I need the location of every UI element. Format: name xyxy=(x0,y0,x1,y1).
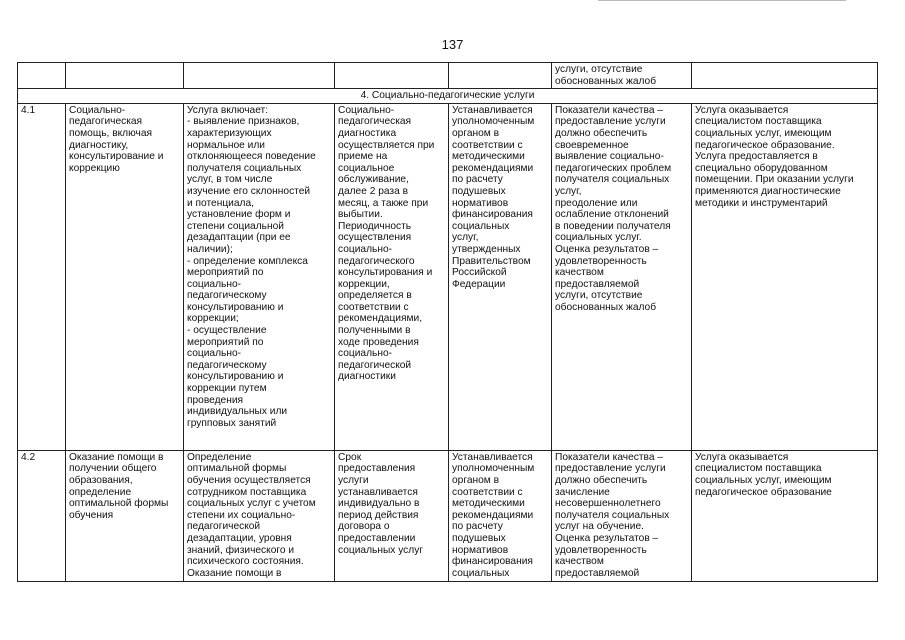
cell-empty xyxy=(18,63,66,89)
service-conditions: Услуга оказывается специалистом поставщика социальных услуг, имеющим педагогическое образование. Услуга предоставляется в специально оборудованном помещении. При оказании услуги применяются диагностические методики и инструментарий xyxy=(692,103,878,450)
service-conditions: Услуга оказывается специалистом поставщика социальных услуг, имеющим педагогическое образование xyxy=(692,450,878,581)
row-number: 4.1 xyxy=(18,103,66,450)
row-number: 4.2 xyxy=(18,450,66,581)
service-quality: Показатели качества – предоставление услуги должно обеспечить своевременное выявление социально- педагогических проблем получателя социальных услуг, преодоление или ослабление отклонений в поведении получателя социальных услуг. Оценка результатов – удовлетворенность качеством предоставляемой услуги, отсутствие обоснованных жалоб xyxy=(552,103,692,450)
service-norms: Устанавливается уполномоченным органом в соответствии с методическими рекомендациями по расчету подушевых нормативов финансирования социальных услуг, утвержденных Правительством Российской Федерации xyxy=(449,103,552,450)
table-row xyxy=(18,450,878,581)
service-terms: Социально- педагогическая диагностика осуществляется при приеме на социальное обслуживание, далее 2 раза в месяц, а также при выбытии. Периодичность осуществления социально- педагогического консультирования и коррекции, определяется в соответствии с рекомендациями, полученными в ходе проведения социально- педагогической диагностики xyxy=(335,103,449,450)
cell-empty xyxy=(184,63,335,89)
service-description: Услуга включает: - выявление признаков, характеризующих нормальное или отклоняющееся поведение получателя социальных услуг, в том числе изучение его склонностей и потенциала, установление форм и степени социальной дезадаптации (при ее наличии); - определение комплекса мероприятий по социально- педагогическому консультированию и коррекции; - осуществление мероприятий по социально- педагогическому консультированию и коррекции путем проведения индивидуальных или групповых занятий xyxy=(184,103,335,450)
cell-empty xyxy=(449,63,552,89)
service-name: Социально- педагогическая помощь, включая диагностику, консультирование и коррекцию xyxy=(66,103,184,450)
section-header-row xyxy=(18,89,878,104)
continuation-row xyxy=(18,63,878,89)
cell-quality-tail: услуги, отсутствие обоснованных жалоб xyxy=(552,63,692,89)
table-row xyxy=(18,103,878,450)
services-table xyxy=(17,62,878,582)
cell-empty xyxy=(66,63,184,89)
service-terms: Срок предоставления услуги устанавливается индивидуально в период действия договора о предоставлении социальных услуг xyxy=(335,450,449,581)
service-norms: Устанавливается уполномоченным органом в соответствии с методическими рекомендациями по расчету подушевых нормативов финансирования социальных xyxy=(449,450,552,581)
top-edge-line xyxy=(598,0,846,1)
service-quality: Показатели качества – предоставление услуги должно обеспечить зачисление несовершеннолетнего получателя социальных услуг на обучение. Оценка результатов – удовлетворенность качеством предоставляемой xyxy=(552,450,692,581)
service-name: Оказание помощи в получении общего образования, определение оптимальной формы обучения xyxy=(66,450,184,581)
section-title: 4. Социально-педагогические услуги xyxy=(18,89,878,104)
cell-empty xyxy=(692,63,878,89)
page-number: 137 xyxy=(441,37,464,52)
service-description: Определение оптимальной формы обучения осуществляется сотрудником поставщика социальных услуг с учетом степени их социально- педагогической дезадаптации, уровня знаний, физического и психического состояния. Оказание помощи в xyxy=(184,450,335,581)
cell-empty xyxy=(335,63,449,89)
